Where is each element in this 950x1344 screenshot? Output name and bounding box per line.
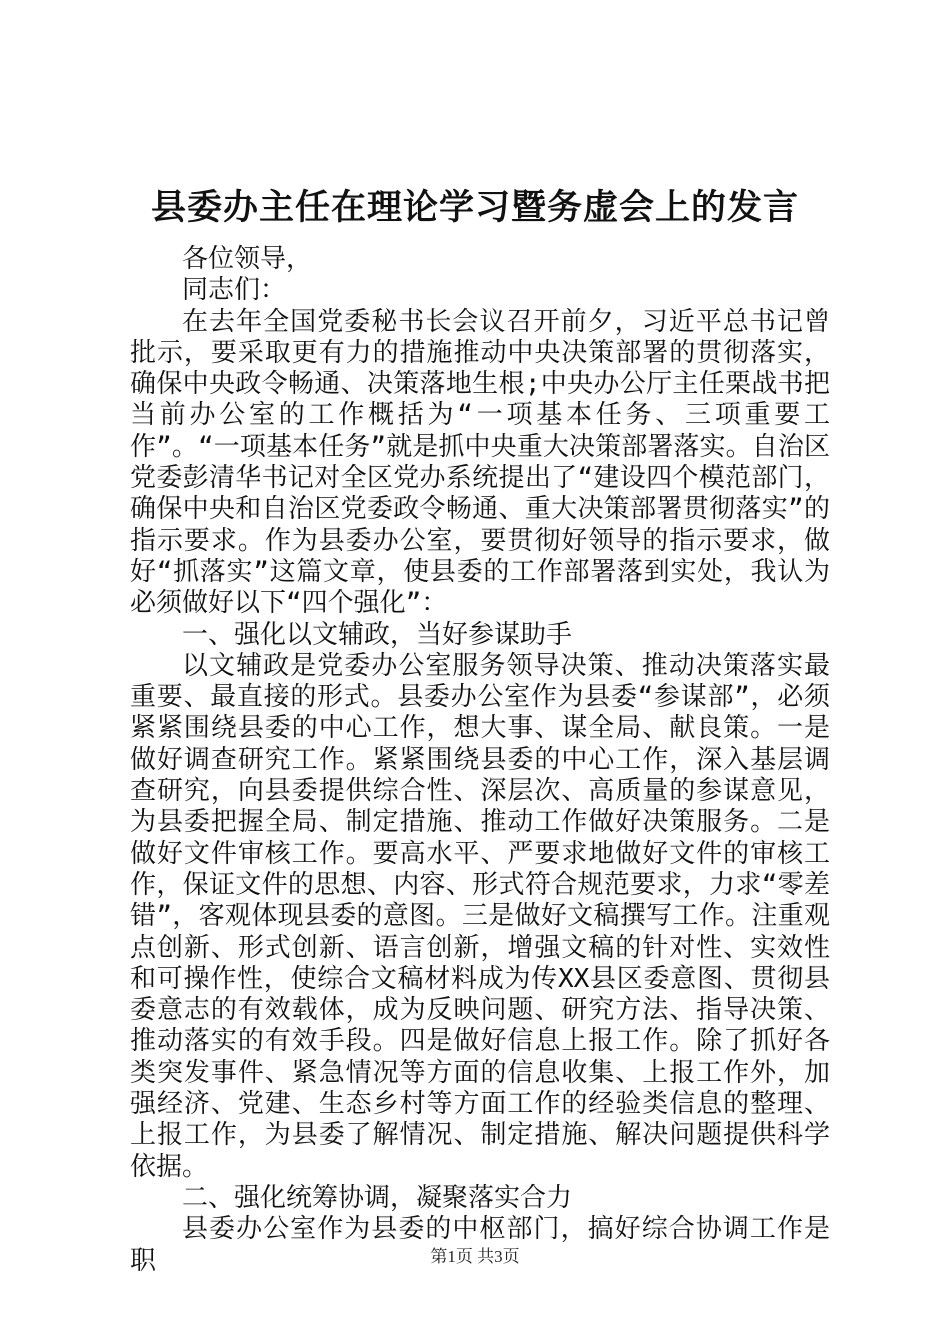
section-heading-2: 二、强化统筹协调，凝聚落实合力: [182, 1182, 573, 1213]
page-number-footer: 第1页 共3页: [430, 1247, 520, 1266]
intro-paragraph: 在去年全国党委秘书长会议召开前夕，习近平总书记曾批示，要采取更有力的措施推动中央决策部署的贯彻落实，确保中央政令畅通、决策落地生根;中央办公厅主任栗战书把当前办公室的工作概括为“一项基本任务、三项重要工作”。“一项基本任务”就是抓中央重大决策部署落实。自治区党委彭清华书记对全区党办系统提出了“建设四个模范部门，确保中央和自治区党委政令畅通、重大决策部署贯彻落实”的指示要求。作为县委办公室，要贯彻好领导的指示要求，做好“抓落实”这篇文章，使县委的工作部署落到实处，我认为必须做好以下“四个强化”：: [130, 306, 830, 619]
document-body: [130, 244, 830, 1277]
section-2-paragraph: 县委办公室作为县委的中枢部门，搞好综合协调工作是职: [130, 1214, 830, 1276]
salutation-comrades: 同志们：: [182, 275, 287, 306]
salutation-leaders: 各位领导，: [182, 244, 313, 274]
section-heading-1: 一、强化以文辅政，当好参谋助手: [182, 619, 573, 650]
section-1-paragraph: 以文辅政是党委办公室服务领导决策、推动决策落实最重要、最直接的形式。县委办公室作为县委“参谋部”，必须紧紧围绕县委的中心工作，想大事、谋全局、献良策。一是做好调查研究工作。紧紧围绕县委的中心工作，深入基层调查研究，向县委提供综合性、深层次、高质量的参谋意见，为县委把握全局、制定措施、推动工作做好决策服务。二是做好文件审核工作。要高水平、严要求地做好文件的审核工作，保证文件的思想、内容、形式符合规范要求，力求“零差错”，客观体现县委的意图。三是做好文稿撰写工作。注重观点创新、形式创新、语言创新，增强文稿的针对性、实效性和可操作性，使综合文稿材料成为传XX县区委意图、贯彻县委意志的有效载体，成为反映问题、研究方法、指导决策、推动落实的有效手段。四是做好信息上报工作。除了抓好各类突发事件、紧急情况等方面的信息收集、上报工作外，加强经济、党建、生态乡村等方面工作的经验类信息的整理、上报工作，为县委了解情况、制定措施、解决问题提供科学依据。: [130, 650, 830, 1182]
document-title: 县委办主任在理论学习暨务虚会上的发言: [150, 187, 799, 228]
